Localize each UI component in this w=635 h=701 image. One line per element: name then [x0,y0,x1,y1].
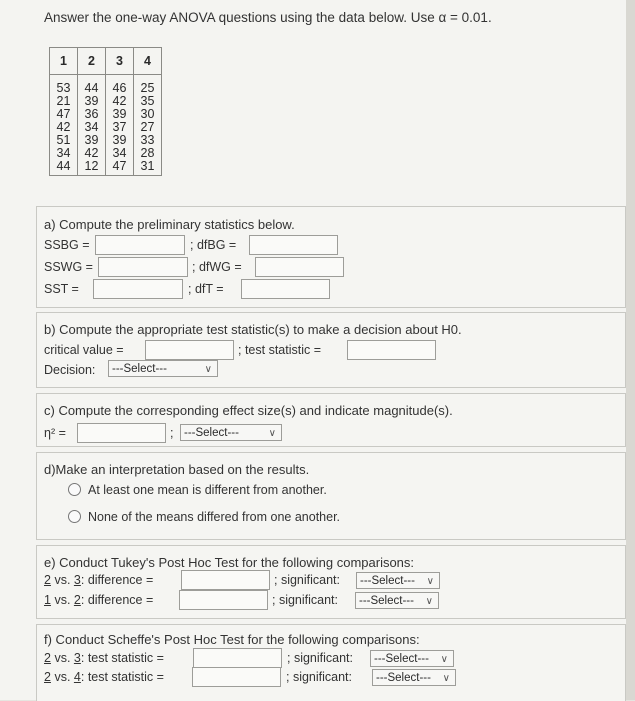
significant-label: ; significant: [274,573,341,587]
critical-value-input[interactable] [145,340,234,360]
scheffe-row-1-group-b: 3 [73,651,81,665]
table-cell: 47 [50,108,78,121]
dfbg-label: ; dfBG = [190,238,237,252]
test-statistic-label: test statistic = [87,670,164,684]
sswg-label: SSWG = [44,260,93,274]
effect-magnitude-select[interactable] [180,424,282,441]
table-cell: 42 [78,147,106,160]
table-cell: 44 [78,75,106,96]
vs-text: vs. [54,651,71,665]
scheffe-row-2-label: 2 vs. 4: test statistic = [44,670,164,684]
dfwg-input[interactable] [255,257,344,277]
sst-label: SST = [44,282,79,296]
sswg-input[interactable] [98,257,188,277]
select-value: ---Select--- [376,672,431,684]
chevron-down-icon: ∨ [268,428,276,439]
table-cell: 53 [50,75,78,96]
dft-input[interactable] [241,279,330,299]
sst-input[interactable] [93,279,183,299]
table-cell: 51 [50,134,78,147]
table-cell: 31 [134,160,162,176]
radio-option-1-label: At least one mean is different from another. [88,483,327,497]
table-header-row [50,48,162,75]
effect-select-value: ---Select--- [184,427,239,439]
decision-label: Decision: [44,363,96,377]
test-statistic-input[interactable] [347,340,436,360]
vs-text: vs. [54,593,71,607]
chevron-down-icon: ∨ [442,673,450,684]
table-cell: 21 [50,95,78,108]
difference-label: difference = [87,573,154,587]
section-f-header: f) Conduct Scheffe's Post Hoc Test for the following comparisons: [44,632,420,647]
decision-select[interactable] [108,360,218,377]
test-statistic-label: ; test statistic = [238,343,322,357]
tukey-row-1-label: 2 vs. 3: difference = [44,573,154,587]
scheffe-row-2-group-b: 4 [73,670,81,684]
tukey-row-2-group-a: 1 [44,593,51,607]
tukey-row-2-input[interactable] [179,590,268,610]
table-row [50,75,162,96]
critical-value-label: critical value = [44,343,124,357]
dft-label: ; dfT = [188,282,224,296]
table-cell: 12 [78,160,106,176]
table-cell: 37 [106,121,134,134]
section-e-header: e) Conduct Tukey's Post Hoc Test for the following comparisons: [44,555,415,570]
table-cell: 39 [78,134,106,147]
column-header: 4 [134,48,162,75]
section-d-header: d)Make an interpretation based on the results. [44,462,310,477]
eta-squared-input[interactable] [77,423,166,443]
table-cell: 33 [134,134,162,147]
column-header: 3 [106,48,134,75]
page-edge [626,0,635,700]
tukey-row-1-group-a: 2 [44,573,51,587]
table-cell: 36 [78,108,106,121]
table-cell: 42 [106,95,134,108]
section-a-header: a) Compute the preliminary statistics below. [44,217,295,232]
significant-label: ; significant: [272,593,339,607]
table-row [50,160,162,176]
tukey-row-1-group-b: 3 [73,573,81,587]
significant-label: ; significant: [286,670,353,684]
table-cell: 39 [106,134,134,147]
vs-text: vs. [54,670,71,684]
radio-option-2[interactable] [68,510,81,523]
table-cell: 35 [134,95,162,108]
chevron-down-icon: ∨ [425,596,433,607]
radio-option-2-label: None of the means differed from one another. [88,510,341,524]
scheffe-row-1-group-a: 2 [44,651,51,665]
ssbg-input[interactable] [95,235,185,255]
table-cell: 39 [106,108,134,121]
chevron-down-icon: ∨ [204,364,212,375]
scheffe-row-2-group-a: 2 [44,670,51,684]
table-cell: 39 [78,95,106,108]
select-value: ---Select--- [359,595,414,607]
scheffe-row-1-select[interactable] [370,650,454,667]
radio-option-1[interactable] [68,483,81,496]
table-cell: 42 [50,121,78,134]
table-cell: 28 [134,147,162,160]
table-cell: 34 [106,147,134,160]
scheffe-row-1-label: 2 vs. 3: test statistic = [44,651,164,665]
significant-label: ; significant: [287,651,354,665]
section-b-header: b) Compute the appropriate test statistic(s) to make a decision about H0. [44,322,462,337]
tukey-row-2-select[interactable] [355,592,439,609]
scheffe-row-2-input[interactable] [192,667,281,687]
eta-squared-label: η² = [44,426,66,440]
tukey-row-2-label: 1 vs. 2: difference = [44,593,154,607]
table-cell: 34 [50,147,78,160]
select-value: ---Select--- [374,653,429,665]
difference-label: difference = [87,593,154,607]
question-text: Answer the one-way ANOVA questions using the data below. Use α = 0.01. [44,10,492,25]
chevron-down-icon: ∨ [440,654,448,665]
table-cell: 27 [134,121,162,134]
column-header: 1 [50,48,78,75]
table-cell: 47 [106,160,134,176]
scheffe-row-1-input[interactable] [193,648,282,668]
table-cell: 30 [134,108,162,121]
dfbg-input[interactable] [249,235,338,255]
tukey-row-1-select[interactable] [356,572,440,589]
table-cell: 46 [106,75,134,96]
column-header: 2 [78,48,106,75]
table-cell: 44 [50,160,78,176]
table-cell: 25 [134,75,162,96]
decision-select-value: ---Select--- [112,363,167,375]
vs-text: vs. [54,573,71,587]
tukey-row-1-input[interactable] [181,570,270,590]
ssbg-label: SSBG = [44,238,90,252]
tukey-row-2-group-b: 2 [73,593,81,607]
dfwg-label: ; dfWG = [192,260,242,274]
data-table [49,47,162,176]
test-statistic-label: test statistic = [87,651,164,665]
section-c-header: c) Compute the corresponding effect size(s) and indicate magnitude(s). [44,403,453,418]
chevron-down-icon: ∨ [426,576,434,587]
scheffe-row-2-select[interactable] [372,669,456,686]
effect-separator: ; [170,426,174,440]
table-cell: 34 [78,121,106,134]
select-value: ---Select--- [360,575,415,587]
